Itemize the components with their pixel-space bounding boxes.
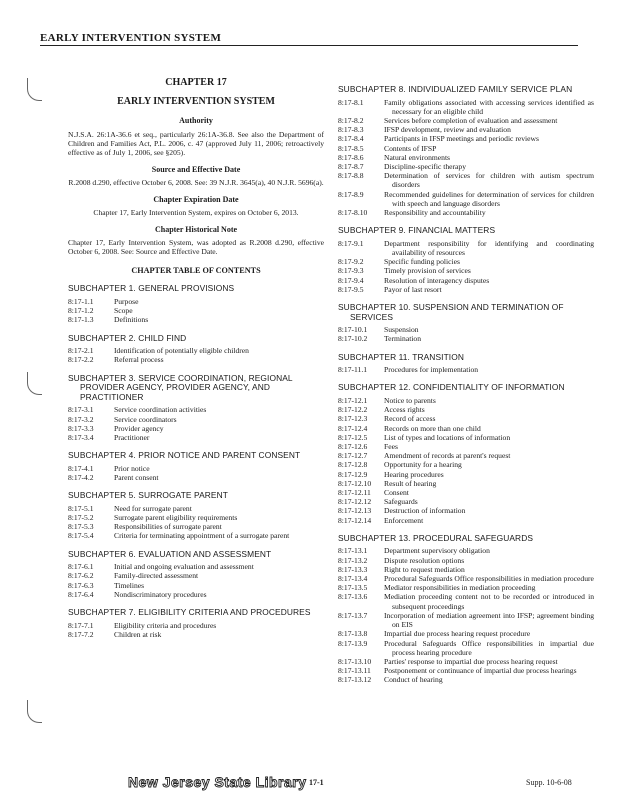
section-title: Specific funding policies	[384, 257, 460, 267]
section-title: Department supervisory obligation	[384, 546, 490, 556]
section-number: 8:17-7.2	[68, 629, 94, 639]
section-title: Family obligations associated with accessing services identified as necessary for an eligible child	[384, 97, 594, 116]
toc-entry	[338, 470, 594, 479]
section-number: 8:17-1.1	[68, 297, 94, 307]
toc-entry	[338, 479, 594, 488]
section-number: 8:17-13.3	[338, 564, 368, 574]
section-number: 8:17-13.7	[338, 610, 368, 620]
punch-hole-mark	[27, 700, 42, 723]
section-number: 8:17-12.6	[338, 442, 368, 452]
section-number: 8:17-12.13	[338, 506, 372, 516]
toc-entry	[338, 208, 594, 217]
toc-entry	[338, 666, 594, 675]
section-number: 8:17-5.1	[68, 503, 94, 513]
header-rule	[40, 45, 578, 46]
section-number: 8:17-8.4	[338, 134, 364, 144]
section-number: 8:17-5.4	[68, 531, 94, 541]
section-number: 8:17-13.11	[338, 666, 371, 676]
section-number: 8:17-8.3	[338, 125, 364, 135]
section-title: Referral process	[114, 355, 164, 365]
section-title: Determination of services for children with autism spectrum disorders	[384, 171, 594, 190]
toc-entry	[338, 276, 594, 285]
section-number: 8:17-8.6	[338, 152, 364, 162]
toc-entry	[68, 504, 324, 513]
subchapter-heading: SUBCHAPTER 11. TRANSITION	[338, 351, 464, 362]
section-title: Provider agency	[114, 423, 164, 433]
source-text: R.2008 d.290, effective October 6, 2008. See: 39 N.J.R. 3645(a), 40 N.J.R. 5696(a).	[68, 177, 324, 187]
section-title: Children at risk	[114, 629, 162, 639]
section-number: 8:17-8.5	[338, 143, 364, 153]
toc-entry	[68, 562, 324, 571]
section-title: Dispute resolution options	[384, 555, 465, 565]
section-number: 8:17-7.1	[68, 620, 94, 630]
toc-entry	[338, 583, 594, 592]
page-number: 17-1	[309, 778, 324, 787]
toc-entry	[68, 297, 324, 306]
toc-entry	[338, 171, 594, 189]
section-number: 8:17-12.7	[338, 451, 368, 461]
section-title: Consent	[384, 488, 409, 498]
right-toc	[338, 85, 594, 685]
section-title: Criteria for terminating appointment of a surrogate parent	[114, 531, 290, 541]
toc-entry	[338, 574, 594, 583]
toc-entry	[338, 424, 594, 433]
toc-entry	[338, 451, 594, 460]
section-title: Practitioner	[114, 433, 150, 443]
toc-entry	[68, 424, 324, 433]
toc-entry	[68, 513, 324, 522]
section-number: 8:17-12.11	[338, 488, 371, 498]
section-title: Fees	[384, 442, 398, 452]
section-number: 8:17-10.1	[338, 325, 368, 335]
chapter-title: EARLY INTERVENTION SYSTEM	[117, 96, 275, 108]
left-column	[68, 76, 324, 639]
section-number: 8:17-12.12	[338, 497, 372, 507]
toc-entry	[338, 190, 594, 208]
subchapter-heading: SUBCHAPTER 9. FINANCIAL MATTERS	[338, 225, 496, 236]
toc-entry	[338, 657, 594, 666]
section-number: 8:17-2.1	[68, 346, 94, 356]
subchapter-heading: SUBCHAPTER 3. SERVICE COORDINATION, REGIONAL PROVIDER AGENCY, PROVIDER AGENCY, AND PRACTITIONER	[68, 372, 293, 402]
section-title: Records on more than one child	[384, 423, 481, 433]
section-title: Right to request mediation	[384, 564, 465, 574]
toc-entry	[68, 346, 324, 355]
section-title: Procedural Safeguards Office responsibilities in impartial due process hearing procedure	[384, 638, 594, 657]
section-title: Definitions	[114, 315, 149, 325]
toc-entry	[68, 306, 324, 315]
toc-entry	[68, 531, 324, 540]
subchapter-heading: SUBCHAPTER 5. SURROGATE PARENT	[68, 490, 228, 501]
section-title: Procedural Safeguards Office responsibilities in mediation procedure	[384, 574, 594, 584]
chapter-label: CHAPTER 17	[165, 77, 227, 88]
section-title: Access rights	[384, 405, 425, 415]
toc-entry	[338, 285, 594, 294]
section-number: 8:17-4.2	[68, 473, 94, 483]
section-title: Services before completion of evaluation and assessment	[384, 116, 558, 125]
section-title: Conduct of hearing	[384, 675, 443, 685]
toc-entry	[68, 581, 324, 590]
section-number: 8:17-12.5	[338, 432, 368, 442]
section-title: Family-directed assessment	[114, 571, 199, 581]
section-title: List of types and locations of information	[384, 432, 511, 442]
section-title: Service coordinators	[114, 414, 177, 424]
section-number: 8:17-8.7	[338, 162, 364, 172]
section-number: 8:17-12.2	[338, 405, 368, 415]
supplement-date: Supp. 10-6-08	[526, 778, 572, 787]
section-number: 8:17-8.8	[338, 171, 364, 181]
section-title: Responsibility and accountability	[384, 208, 486, 218]
section-number: 8:17-4.1	[68, 463, 94, 473]
toc-entry	[338, 629, 594, 638]
section-number: 8:17-13.10	[338, 656, 372, 666]
subchapter-heading: SUBCHAPTER 13. PROCEDURAL SAFEGUARDS	[338, 532, 534, 543]
subchapter-heading: SUBCHAPTER 6. EVALUATION AND ASSESSMENT	[68, 548, 272, 559]
toc-entry	[338, 239, 594, 257]
toc-entry	[338, 325, 594, 334]
section-title: Termination	[384, 334, 422, 344]
library-stamp: New Jersey State Library	[128, 774, 307, 790]
section-number: 8:17-5.2	[68, 513, 94, 523]
toc-entry	[338, 134, 594, 143]
section-number: 8:17-6.1	[68, 562, 94, 572]
section-number: 8:17-13.6	[338, 592, 368, 602]
section-number: 8:17-9.5	[338, 284, 364, 294]
toc-entry	[338, 497, 594, 506]
toc-entry	[338, 565, 594, 574]
section-number: 8:17-1.2	[68, 306, 94, 316]
toc-heading: CHAPTER TABLE OF CONTENTS	[131, 266, 261, 276]
punch-hole-mark	[27, 78, 42, 101]
toc-entry	[68, 473, 324, 482]
section-title: Safeguards	[384, 497, 418, 507]
section-title: Prior notice	[114, 463, 150, 473]
toc-entry	[338, 516, 594, 525]
section-title: Impartial due process hearing request procedure	[384, 629, 531, 639]
section-number: 8:17-3.1	[68, 405, 94, 415]
section-title: Hearing procedures	[384, 469, 444, 479]
subchapter-heading: SUBCHAPTER 2. CHILD FIND	[68, 332, 187, 343]
section-title: Scope	[114, 306, 133, 316]
toc-entry	[68, 355, 324, 364]
section-number: 8:17-13.8	[338, 629, 368, 639]
section-title: Discipline-specific therapy	[384, 162, 467, 172]
toc-entry	[338, 433, 594, 442]
section-title: IFSP development, review and evaluation	[384, 125, 511, 135]
section-number: 8:17-9.1	[338, 238, 364, 248]
section-number: 8:17-12.4	[338, 423, 368, 433]
section-number: 8:17-13.12	[338, 675, 372, 685]
right-column	[338, 76, 594, 685]
toc-entry	[338, 546, 594, 555]
toc-entry	[68, 415, 324, 424]
toc-entry	[338, 442, 594, 451]
section-title: Resolution of interagency disputes	[384, 275, 490, 285]
subchapter-heading: SUBCHAPTER 10. SUSPENSION AND TERMINATION OF SERVICES	[338, 302, 564, 322]
toc-entry	[338, 639, 594, 657]
section-title: Record of access	[384, 414, 436, 424]
section-number: 8:17-3.3	[68, 423, 94, 433]
toc-entry	[338, 396, 594, 405]
subchapter-heading: SUBCHAPTER 1. GENERAL PROVISIONS	[68, 283, 235, 294]
section-title: Initial and ongoing evaluation and assessment	[114, 562, 254, 572]
section-title: Parent consent	[114, 473, 159, 483]
section-number: 8:17-13.2	[338, 555, 368, 565]
toc-entry	[68, 630, 324, 639]
toc-entry	[338, 144, 594, 153]
section-number: 8:17-8.2	[338, 116, 364, 125]
toc-entry	[338, 334, 594, 343]
toc-entry	[68, 522, 324, 531]
running-header: EARLY INTERVENTION SYSTEM	[40, 32, 222, 44]
toc-entry	[338, 125, 594, 134]
section-title: Parties' response to impartial due process hearing request	[384, 656, 558, 666]
expiration-heading: Chapter Expiration Date	[153, 194, 239, 204]
section-number: 8:17-6.2	[68, 571, 94, 581]
section-title: Suspension	[384, 325, 419, 335]
section-title: Incorporation of mediation agreement into IFSP; agreement binding on EIS	[384, 610, 594, 630]
section-title: Surrogate parent eligibility requirements	[114, 513, 238, 523]
section-title: Need for surrogate parent	[114, 503, 192, 513]
section-title: Participants in IFSP meetings and periodic reviews	[384, 134, 539, 144]
toc-entry	[338, 460, 594, 469]
expiration-text: Chapter 17, Early Intervention System, expires on October 6, 2013.	[93, 208, 299, 218]
section-title: Purpose	[114, 297, 139, 307]
section-title: Responsibilities of surrogate parent	[114, 522, 222, 532]
toc-entry	[68, 590, 324, 599]
subchapter-heading: SUBCHAPTER 7. ELIGIBILITY CRITERIA AND PROCEDURES	[68, 607, 311, 618]
section-number: 8:17-12.8	[338, 460, 368, 470]
section-title: Natural environments	[384, 152, 451, 162]
toc-entry	[338, 675, 594, 684]
section-title: Opportunity for a hearing	[384, 460, 462, 470]
section-title: Amendment of records at parent's request	[384, 451, 511, 461]
section-title: Contents of IFSP	[384, 143, 437, 153]
toc-entry	[68, 405, 324, 414]
section-number: 8:17-1.3	[68, 315, 94, 325]
toc-entry	[338, 153, 594, 162]
section-title: Identification of potentially eligible children	[114, 346, 249, 356]
section-title: Mediator responsibilities in mediation proceeding	[384, 583, 536, 593]
section-number: 8:17-13.4	[338, 574, 368, 584]
section-title: Result of hearing	[384, 478, 437, 488]
section-number: 8:17-8.9	[338, 189, 364, 199]
section-number: 8:17-8.10	[338, 208, 368, 218]
section-number: 8:17-9.2	[338, 257, 364, 267]
section-number: 8:17-13.9	[338, 638, 368, 648]
authority-heading: Authority	[179, 116, 213, 126]
left-toc	[68, 284, 324, 639]
toc-entry	[338, 506, 594, 515]
toc-entry	[68, 621, 324, 630]
toc-entry	[68, 433, 324, 442]
subchapter-heading: SUBCHAPTER 12. CONFIDENTIALITY OF INFORMATION	[338, 382, 565, 393]
section-number: 8:17-11.1	[338, 365, 368, 375]
section-number: 8:17-5.3	[68, 522, 94, 532]
section-number: 8:17-10.2	[338, 334, 368, 344]
toc-entry	[338, 556, 594, 565]
toc-entry	[338, 257, 594, 266]
section-number: 8:17-12.14	[338, 515, 372, 525]
section-title: Eligibility criteria and procedures	[114, 620, 217, 630]
toc-entry	[68, 315, 324, 324]
section-number: 8:17-12.10	[338, 478, 372, 488]
section-title: Postponement or continuance of impartial due process hearings	[384, 666, 577, 676]
toc-entry	[338, 266, 594, 275]
section-title: Payor of last resort	[384, 284, 442, 294]
section-title: Notice to parents	[384, 396, 436, 406]
subchapter-heading: SUBCHAPTER 8. INDIVIDUALIZED FAMILY SERVICE PLAN	[338, 84, 573, 94]
toc-entry	[338, 488, 594, 497]
toc-entry	[338, 611, 594, 629]
section-number: 8:17-6.4	[68, 589, 94, 599]
punch-hole-mark	[27, 372, 42, 395]
section-title: Enforcement	[384, 515, 424, 525]
section-title: Timelines	[114, 580, 145, 590]
section-number: 8:17-12.3	[338, 414, 368, 424]
section-number: 8:17-13.5	[338, 583, 368, 593]
section-title: Procedures for implementation	[384, 365, 479, 375]
toc-entry	[68, 464, 324, 473]
toc-entry	[338, 116, 594, 125]
section-number: 8:17-2.2	[68, 355, 94, 365]
section-number: 8:17-13.1	[338, 546, 368, 556]
section-title: Nondiscriminatory procedures	[114, 589, 207, 599]
section-title: Service coordination activities	[114, 405, 207, 415]
section-number: 8:17-9.3	[338, 266, 364, 276]
toc-entry	[68, 571, 324, 580]
section-number: 8:17-12.9	[338, 469, 368, 479]
section-number: 8:17-8.1	[338, 97, 364, 107]
history-heading: Chapter Historical Note	[154, 225, 238, 235]
section-title: Mediation proceeding content not to be recorded or introduced in subsequent proceedings	[384, 592, 594, 611]
toc-entry	[338, 98, 594, 116]
toc-entry	[338, 365, 594, 374]
subchapter-heading: SUBCHAPTER 4. PRIOR NOTICE AND PARENT CONSENT	[68, 450, 301, 461]
section-number: 8:17-9.4	[338, 275, 364, 285]
section-title: Department responsibility for identifying and coordinating availability of resources	[384, 238, 594, 258]
section-title: Destruction of information	[384, 506, 466, 516]
section-number: 8:17-12.1	[338, 396, 368, 406]
section-number: 8:17-6.3	[68, 580, 94, 590]
section-number: 8:17-3.4	[68, 433, 94, 443]
toc-entry	[338, 405, 594, 414]
history-text: Chapter 17, Early Intervention System, was adopted as R.2008 d.290, effective October 6, 2008. See: Source and Effective Date.	[68, 238, 324, 257]
authority-text: N.J.S.A. 26:1A-36.6 et seq., particularly 26:1A-36.8. See also the Department of Children and Families Act, P.L. 2006, c. 47 (approved July 11, 2006; retroactively effective as of July 1, 2006, see §205).	[68, 129, 324, 157]
toc-entry	[338, 162, 594, 171]
toc-entry	[338, 592, 594, 610]
source-heading: Source and Effective Date	[151, 164, 241, 174]
section-number: 8:17-3.2	[68, 414, 94, 424]
section-title: Timely provision of services	[384, 266, 471, 276]
section-title: Recommended guidelines for determination of services for children with speech and language disorders	[384, 189, 594, 208]
toc-entry	[338, 414, 594, 423]
